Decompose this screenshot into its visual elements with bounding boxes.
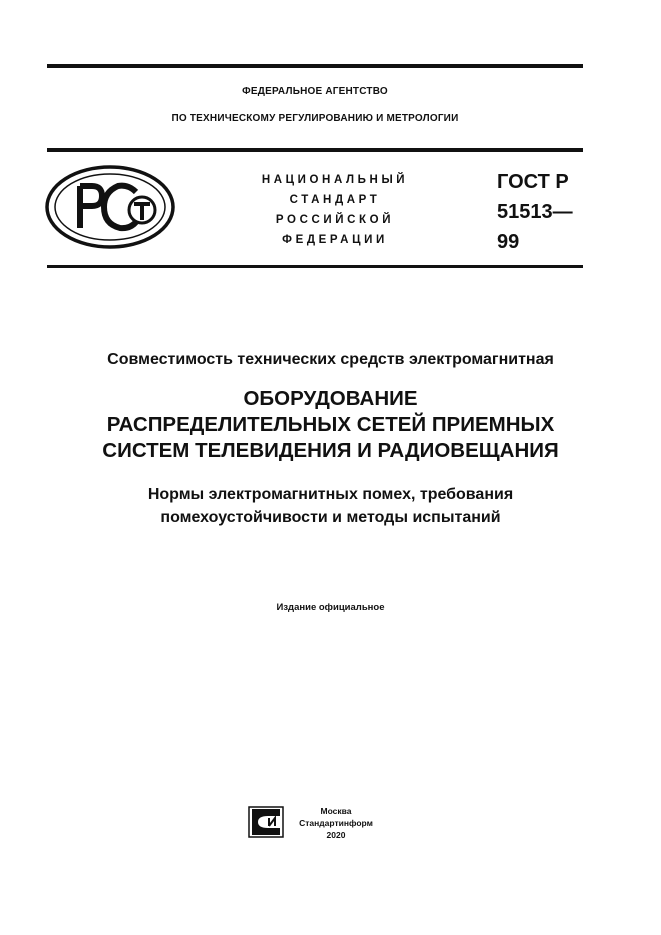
subtitle xyxy=(30,483,631,529)
publisher-city: Москва xyxy=(320,806,352,816)
main-title-line: СИСТЕМ ТЕЛЕВИДЕНИЯ И РАДИОВЕЩАНИЯ xyxy=(102,439,559,462)
national-standard-line: СТАНДАРТ xyxy=(289,194,381,206)
top-rule xyxy=(47,64,583,68)
agency-name-line1: ФЕДЕРАЛЬНОЕ АГЕНТСТВО xyxy=(242,86,388,97)
rst-emblem-icon xyxy=(44,164,176,250)
national-standard-line: НАЦИОНАЛЬНЫЙ xyxy=(261,174,409,186)
designation-line: 99 xyxy=(497,231,520,253)
standard-designation xyxy=(497,167,573,257)
national-standard-label xyxy=(240,170,430,250)
publisher-logo-icon xyxy=(248,806,284,838)
main-title-line: РАСПРЕДЕЛИТЕЛЬНЫХ СЕТЕЙ ПРИЕМНЫХ xyxy=(106,413,555,436)
national-standard-line: ФЕДЕРАЦИИ xyxy=(282,234,388,246)
subtitle-line: помехоустойчивости и методы испытаний xyxy=(160,509,501,526)
series-title: Совместимость технических средств электромагнитная xyxy=(107,351,554,368)
main-title xyxy=(30,386,631,464)
subtitle-line: Нормы электромагнитных помех, требования xyxy=(147,486,514,503)
header-bottom-rule xyxy=(47,265,583,268)
publication-year: 2020 xyxy=(326,830,346,840)
designation-line: 51513— xyxy=(497,201,573,223)
agency-name-line2: ПО ТЕХНИЧЕСКОМУ РЕГУЛИРОВАНИЮ И МЕТРОЛОГИИ xyxy=(171,113,459,124)
publisher-info xyxy=(296,805,376,841)
header-rule xyxy=(47,148,583,152)
designation-line: ГОСТ Р xyxy=(497,171,569,193)
edition-label: Издание официальное xyxy=(276,602,385,613)
publisher-name: Стандартинформ xyxy=(299,818,373,828)
main-title-line: ОБОРУДОВАНИЕ xyxy=(243,387,418,410)
national-standard-line: РОССИЙСКОЙ xyxy=(275,214,395,226)
